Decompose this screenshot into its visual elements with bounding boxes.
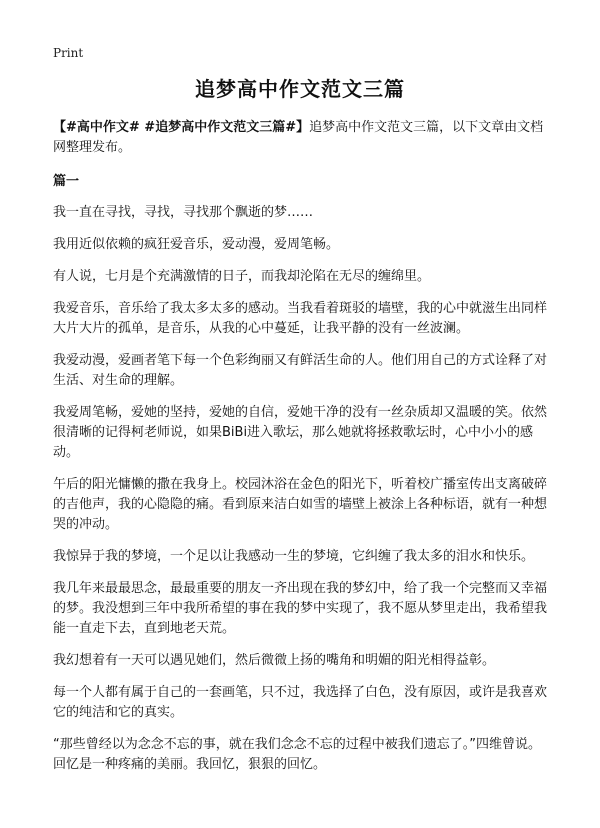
paragraph-6: 我爱周笔畅，爱她的坚持，爱她的自信，爱她干净的没有一丝杂质却又温暖的笑。依然很清晰的记得柯老师说，如果BiBi进入歌坛，那么她就将拯救歌坛时，心中小小的感动。 (53, 405, 548, 460)
paragraph-7: 午后的阳光慵懒的撒在我身上。校园沐浴在金色的阳光下，听着校广播室传出支离破碎的吉他声，我的心隐隐的痛。看到原来洁白如雪的墙壁上被涂上各种标语，就有一种想哭的冲动。 (53, 477, 548, 532)
page-title: 追梦高中作文范文三篇 (195, 77, 405, 101)
article-body (53, 118, 553, 787)
paragraph-1: 我一直在寻找，寻找，寻找那个飘逝的梦…… (53, 205, 314, 220)
paragraph-4: 我爱音乐，音乐给了我太多太多的感动。当我看着斑驳的墙壁，我的心中就滋生出同样大片大片的孤单，是音乐，从我的心中蔓延，让我平静的没有一丝波澜。 (53, 301, 548, 336)
paragraph-11: 每一个人都有属于自己的一套画笔，只不过，我选择了白色，没有原因，或许是我喜欢它的纯洁和它的真实。 (53, 685, 548, 720)
paragraph-10: 我幻想着有一天可以遇见她们，然后微微上扬的嘴角和明媚的阳光相得益彰。 (53, 653, 496, 668)
section-heading: 篇一 (53, 174, 80, 189)
paragraph-8: 我惊异于我的梦境，一个足以让我感动一生的梦境，它纠缠了我太多的泪水和快乐。 (53, 549, 535, 564)
paragraph-9: 我几年来最最思念，最最重要的朋友一齐出现在我的梦幻中，给了我一个完整而又幸福的梦。我没想到三年中我所希望的事在我的梦中实现了，我不愿从梦里走出，我希望我能一直走下去，直到地老天荒。 (53, 581, 548, 636)
intro-text: 追梦高中作文范文三篇，以下文章由文档网整理发布。 (53, 120, 544, 155)
intro-paragraph (53, 118, 553, 158)
paragraph-3: 有人说，七月是个充满激情的日子，而我却沦陷在无尽的缠绵里。 (53, 269, 431, 284)
paragraph-2: 我用近似依赖的疯狂爱音乐，爱动漫，爱周笔畅。 (53, 237, 340, 252)
paragraph-5: 我爱动漫，爱画者笔下每一个色彩绚丽又有鲜活生命的人。他们用自己的方式诠释了对生活、对生命的理解。 (53, 353, 548, 388)
print-link[interactable]: Print (53, 46, 84, 60)
paragraph-12: “那些曾经以为念念不忘的事，就在我们念念不忘的过程中被我们遗忘了。”四维曾说。回忆是一种疼痛的美丽。我回忆，狠狠的回忆。 (53, 737, 541, 772)
intro-tags: 【#高中作文# #追梦高中作文范文三篇#】 (53, 120, 310, 135)
